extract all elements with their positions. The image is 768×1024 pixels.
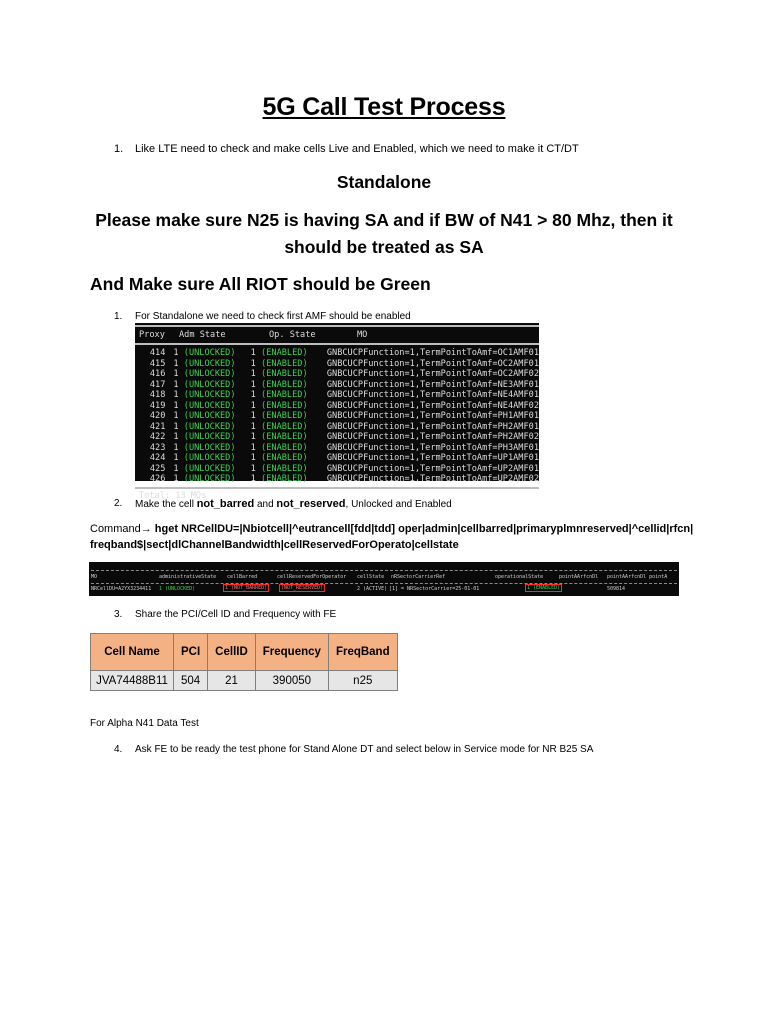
adm-state-label: (UNLOCKED) [183, 400, 236, 411]
adm-state-code: 1 [173, 348, 179, 358]
op-state [243, 464, 315, 475]
proxy-id: 416 [149, 369, 166, 379]
amf-row [135, 453, 539, 464]
proxy-id: 418 [149, 390, 166, 400]
adm-state-label: (UNLOCKED) [183, 432, 236, 442]
proxy-id: 423 [149, 442, 166, 453]
amf-row [135, 422, 539, 433]
list-text: Share the PCI/Cell ID and Frequency with FE [135, 609, 337, 620]
list-number: 3. [114, 609, 123, 620]
header-cellid: CellID [208, 634, 256, 671]
amf-row [135, 359, 539, 370]
alpha-note: For Alpha N41 Data Test [90, 718, 199, 729]
proxy-id: 420 [149, 411, 166, 421]
text-post: , Unlocked and Enabled [345, 499, 452, 510]
strip-ref: [1] = NRSectorCarrier=25-01-01 [389, 586, 480, 592]
amf-status-screenshot [135, 323, 539, 501]
strip-h-oper: operationalState [495, 574, 544, 580]
header-proxy: Proxy [139, 330, 165, 340]
adm-state [165, 380, 242, 391]
adm-state-label: (UNLOCKED) [183, 369, 236, 379]
command-block [90, 521, 730, 553]
adm-state-code: 1 [173, 411, 179, 421]
command-text-1: hget NRCellDU=|Nbiotcell|^eutrancell[fdd|tdd] oper|admin|cellbarred|primaryplmnreserved|^cellid|rfcn| [151, 523, 694, 535]
header-cell-name: Cell Name [91, 634, 174, 671]
mo-name: GNBCUCPFunction=1,TermPointToAmf=OC1AMF01 [326, 348, 539, 358]
op-state-code: 1 [250, 348, 256, 358]
frequency-value: 390050 [255, 671, 328, 691]
op-state [243, 411, 315, 422]
op-state-label: (ENABLED) [261, 358, 308, 369]
op-state-label: (ENABLED) [261, 453, 308, 463]
op-state-label: (ENABLED) [261, 390, 308, 400]
op-state-code: 1 [250, 421, 256, 432]
sa-notice-line-1: Please make sure N25 is having SA and if BW of N41 > 80 Mhz, then it [95, 210, 673, 230]
amf-row [135, 411, 539, 422]
cellid-value: 21 [208, 671, 256, 691]
proxy-id: 425 [149, 463, 166, 474]
op-state-label: (ENABLED) [261, 442, 308, 453]
adm-state [165, 443, 242, 454]
page-title: 5G Call Test Process [262, 93, 506, 121]
cell-info-table [90, 633, 398, 691]
command-text-2: freqband$|sect|dlChannelBandwidth|cellReservedForOperato|cellstate [90, 539, 459, 551]
amf-row [135, 369, 539, 380]
mo-name: GNBCUCPFunction=1,TermPointToAmf=PH1AMF01 [326, 411, 539, 421]
op-state [243, 380, 315, 391]
op-state [243, 474, 315, 485]
proxy-id: 414 [149, 348, 166, 358]
adm-state-code: 1 [173, 463, 179, 474]
adm-state [165, 474, 242, 485]
proxy-id: 426 [149, 474, 166, 484]
sa-notice-line-2: should be treated as SA [284, 237, 484, 257]
op-state-code: 1 [250, 379, 256, 390]
mo-name: GNBCUCPFunction=1,TermPointToAmf=NE3AMF01 [326, 379, 539, 390]
op-state-code: 1 [250, 411, 256, 421]
adm-state-label: (UNLOCKED) [183, 379, 236, 390]
not-reserved-text: not_reserved [276, 498, 346, 510]
command-line-1 [90, 521, 730, 537]
proxy-id: 419 [149, 400, 166, 411]
adm-state [165, 411, 242, 422]
standalone-heading: Standalone [336, 172, 432, 192]
adm-state [165, 464, 242, 475]
op-state-label: (ENABLED) [261, 400, 308, 411]
table-header-row [91, 634, 398, 671]
pci-value: 504 [174, 671, 208, 691]
adm-state [165, 432, 242, 443]
header-op-state: Op. State [269, 330, 316, 340]
op-state [243, 369, 315, 380]
adm-state-label: (UNLOCKED) [183, 421, 236, 432]
strip-data-row [89, 586, 679, 595]
strip-h-cellstate: cellState [357, 574, 385, 580]
arrow-icon: → [140, 523, 152, 535]
strip-oper: 1 (ENABLED) [527, 585, 561, 591]
mo-name: GNBCUCPFunction=1,TermPointToAmf=NE4AMF01 [326, 390, 539, 400]
op-state-code: 1 [250, 463, 256, 474]
op-state-code: 1 [250, 474, 256, 484]
op-state-label: (ENABLED) [261, 474, 308, 484]
op-state [243, 348, 315, 359]
mo-name: GNBCUCPFunction=1,TermPointToAmf=OC2AMF01 [326, 358, 539, 369]
adm-state-code: 1 [173, 421, 179, 432]
amf-row [135, 401, 539, 412]
strip-h-reserved: cellReservedForOperator [277, 574, 347, 580]
amf-row [135, 474, 539, 485]
header-adm-state: Adm State [179, 330, 226, 340]
strip-admin: 1 (UNLOCKED) [159, 586, 196, 592]
list-text: Ask FE to be ready the test phone for Stand Alone DT and select below in Service mode for NR B25 SA [135, 744, 594, 755]
strip-h-barred: cellBarred [227, 574, 258, 580]
header-mo: MO [357, 330, 368, 340]
adm-state-code: 1 [173, 453, 179, 463]
header-frequency: Frequency [255, 634, 328, 671]
op-state-label: (ENABLED) [261, 463, 308, 474]
list-number: 1. [114, 311, 123, 322]
list-number: 4. [114, 744, 123, 755]
mo-name: GNBCUCPFunction=1,TermPointToAmf=UP1AMF01 [326, 453, 539, 463]
strip-barred: 1 (NOT_BARRED) [225, 585, 268, 591]
amf-row [135, 443, 539, 454]
mo-name: GNBCUCPFunction=1,TermPointToAmf=PH2AMF02 [326, 432, 539, 442]
list-text: For Standalone we need to check first AMF should be enabled [135, 311, 411, 322]
op-state-label: (ENABLED) [261, 432, 308, 442]
proxy-id: 424 [149, 453, 166, 463]
divider [91, 583, 677, 584]
cell-name-value: JVA74488B11 [91, 671, 174, 691]
strip-h-ref: nRSectorCarrierRef [391, 574, 446, 580]
adm-state-code: 1 [173, 369, 179, 379]
cell-state-screenshot [89, 562, 679, 596]
not-barred-text: not_barred [196, 498, 255, 510]
divider [91, 565, 677, 571]
adm-state-code: 1 [173, 400, 179, 411]
adm-state-code: 1 [173, 442, 179, 453]
mo-name: GNBCUCPFunction=1,TermPointToAmf=PH3AMF01 [326, 442, 539, 453]
strip-h-admin: administrativeState [159, 574, 217, 580]
op-state [243, 422, 315, 433]
adm-state-label: (UNLOCKED) [183, 358, 236, 369]
op-state-label: (ENABLED) [261, 411, 308, 421]
header-freqband: FreqBand [328, 634, 397, 671]
strip-h-mo: MO [91, 574, 98, 580]
adm-state-label: (UNLOCKED) [183, 474, 236, 484]
riot-heading: And Make sure All RIOT should be Green [90, 274, 431, 294]
strip-mo: NRCellDU=A2YX3234411 [91, 586, 152, 592]
op-state [243, 443, 315, 454]
strip-reserved: (NOT_RESERVED) [281, 585, 324, 591]
op-state [243, 359, 315, 370]
proxy-id: 422 [149, 432, 166, 442]
adm-state [165, 348, 242, 359]
adm-state-code: 1 [173, 474, 179, 484]
adm-state-label: (UNLOCKED) [183, 463, 236, 474]
adm-state-code: 1 [173, 432, 179, 442]
command-label: Command [90, 523, 141, 535]
adm-state [165, 369, 242, 380]
proxy-id: 415 [149, 358, 166, 369]
mo-name: GNBCUCPFunction=1,TermPointToAmf=UP2AMF02 [326, 474, 539, 484]
op-state-code: 1 [250, 442, 256, 453]
proxy-id: 417 [149, 379, 166, 390]
list-number: 2. [114, 498, 123, 509]
adm-state-label: (UNLOCKED) [183, 348, 236, 358]
amf-row [135, 380, 539, 391]
total-text: Total: 13 MOs [139, 490, 207, 501]
adm-state [165, 359, 242, 370]
op-state [243, 390, 315, 401]
op-state-label: (ENABLED) [261, 421, 308, 432]
amf-row [135, 348, 539, 359]
command-line-2 [90, 537, 730, 553]
op-state-code: 1 [250, 358, 256, 369]
list-number: 1. [114, 143, 124, 155]
op-state [243, 453, 315, 464]
adm-state [165, 390, 242, 401]
op-state-label: (ENABLED) [261, 348, 308, 358]
adm-state-label: (UNLOCKED) [183, 453, 236, 463]
mo-name: GNBCUCPFunction=1,TermPointToAmf=PH2AMF01 [326, 421, 539, 432]
adm-state [165, 422, 242, 433]
strip-h-dl2: pointAArfcnDl pointA [607, 574, 668, 580]
op-state-code: 1 [250, 390, 256, 400]
header-pci: PCI [174, 634, 208, 671]
op-state-code: 1 [250, 369, 256, 379]
text-pre: Make the cell [135, 499, 197, 510]
proxy-id: 421 [149, 421, 166, 432]
mo-name: GNBCUCPFunction=1,TermPointToAmf=UP2AMF01 [326, 463, 539, 474]
op-state [243, 401, 315, 412]
amf-row [135, 464, 539, 475]
amf-row [135, 432, 539, 443]
op-state-code: 1 [250, 400, 256, 411]
adm-state-code: 1 [173, 379, 179, 390]
op-state [243, 432, 315, 443]
list-text [135, 498, 452, 510]
adm-state [165, 453, 242, 464]
divider [135, 325, 539, 327]
amf-header-row [135, 329, 539, 341]
op-state-code: 1 [250, 453, 256, 463]
adm-state-code: 1 [173, 390, 179, 400]
table-row [91, 671, 398, 691]
mo-name: GNBCUCPFunction=1,TermPointToAmf=NE4AMF02 [326, 400, 539, 411]
adm-state-label: (UNLOCKED) [183, 442, 236, 453]
strip-header-row [89, 574, 679, 582]
strip-dl: 509814 [607, 586, 626, 592]
divider [135, 343, 539, 345]
text-mid: and [254, 499, 277, 510]
amf-row [135, 390, 539, 401]
strip-h-dl: pointAArfcnDl [559, 574, 599, 580]
op-state-code: 1 [250, 432, 256, 442]
op-state-label: (ENABLED) [261, 379, 308, 390]
adm-state-code: 1 [173, 358, 179, 369]
mo-name: GNBCUCPFunction=1,TermPointToAmf=OC2AMF02 [326, 369, 539, 379]
list-text: Like LTE need to check and make cells Live and Enabled, which we need to make it CT/DT [135, 143, 579, 155]
op-state-label: (ENABLED) [261, 369, 308, 379]
freqband-value: n25 [328, 671, 397, 691]
adm-state [165, 401, 242, 412]
divider [135, 487, 539, 489]
strip-cellstate: 2 (ACTIVE) [357, 586, 388, 592]
adm-state-label: (UNLOCKED) [183, 390, 236, 400]
amf-rows [135, 348, 539, 485]
adm-state-label: (UNLOCKED) [183, 411, 236, 421]
